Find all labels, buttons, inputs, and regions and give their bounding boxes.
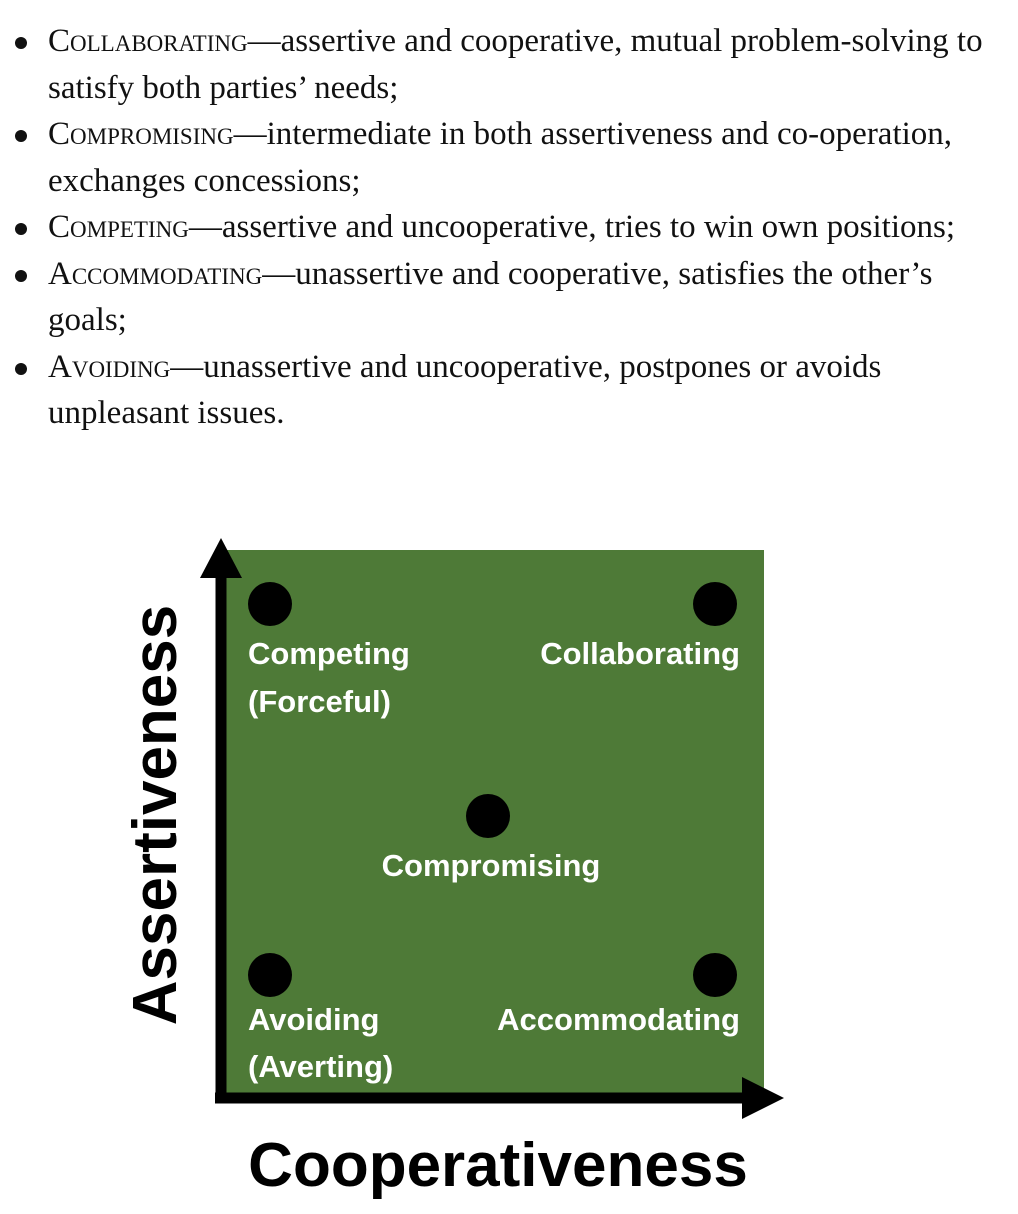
list-item	[0, 344, 1018, 437]
list-item	[0, 251, 1018, 344]
avoiding-label: Avoiding	[248, 1002, 380, 1037]
bullet-dot	[15, 37, 27, 49]
competing-sublabel: (Forceful)	[248, 684, 391, 719]
term: Collaborating	[48, 23, 248, 59]
collaborating-label: Collaborating	[540, 636, 740, 671]
avoiding-point	[248, 953, 292, 997]
description: —assertive and uncooperative, tries to win own positions;	[188, 209, 956, 245]
collaborating-point	[693, 582, 737, 626]
x-axis-label: Cooperativeness	[248, 1131, 748, 1200]
bullet-dot	[15, 130, 27, 142]
list-item	[0, 18, 1018, 111]
term: Competing	[48, 209, 189, 245]
description: —assertive and cooperative, mutual problem-solving to satisfy both parties’ needs;	[48, 23, 983, 106]
bullet-dot	[15, 363, 27, 375]
bullet-list	[0, 18, 1018, 437]
avoiding-sublabel: (Averting)	[248, 1049, 394, 1084]
accommodating-point	[693, 953, 737, 997]
description: —unassertive and uncooperative, postpones or avoids unpleasant issues.	[48, 348, 882, 431]
description: —intermediate in both assertiveness and co-operation, exchanges concessions;	[48, 116, 953, 199]
list-item	[0, 204, 1018, 251]
conflict-modes-diagram	[0, 530, 1018, 1214]
bullet-dot	[15, 270, 27, 282]
compromising-label: Compromising	[381, 848, 601, 883]
accommodating-label: Accommodating	[497, 1002, 740, 1037]
term: Compromising	[48, 116, 234, 152]
competing-label: Competing	[248, 636, 410, 671]
term: Accommodating	[48, 255, 263, 292]
bullet-dot	[15, 223, 27, 235]
diagram-canvas	[0, 530, 1018, 1214]
competing-point	[248, 582, 292, 626]
list-item	[0, 111, 1018, 204]
compromising-point	[466, 794, 510, 838]
term: Avoiding	[48, 348, 171, 385]
y-axis-label: Assertiveness	[121, 604, 190, 1026]
description: —unassertive and cooperative, satisfies the other’s goals;	[48, 255, 933, 338]
